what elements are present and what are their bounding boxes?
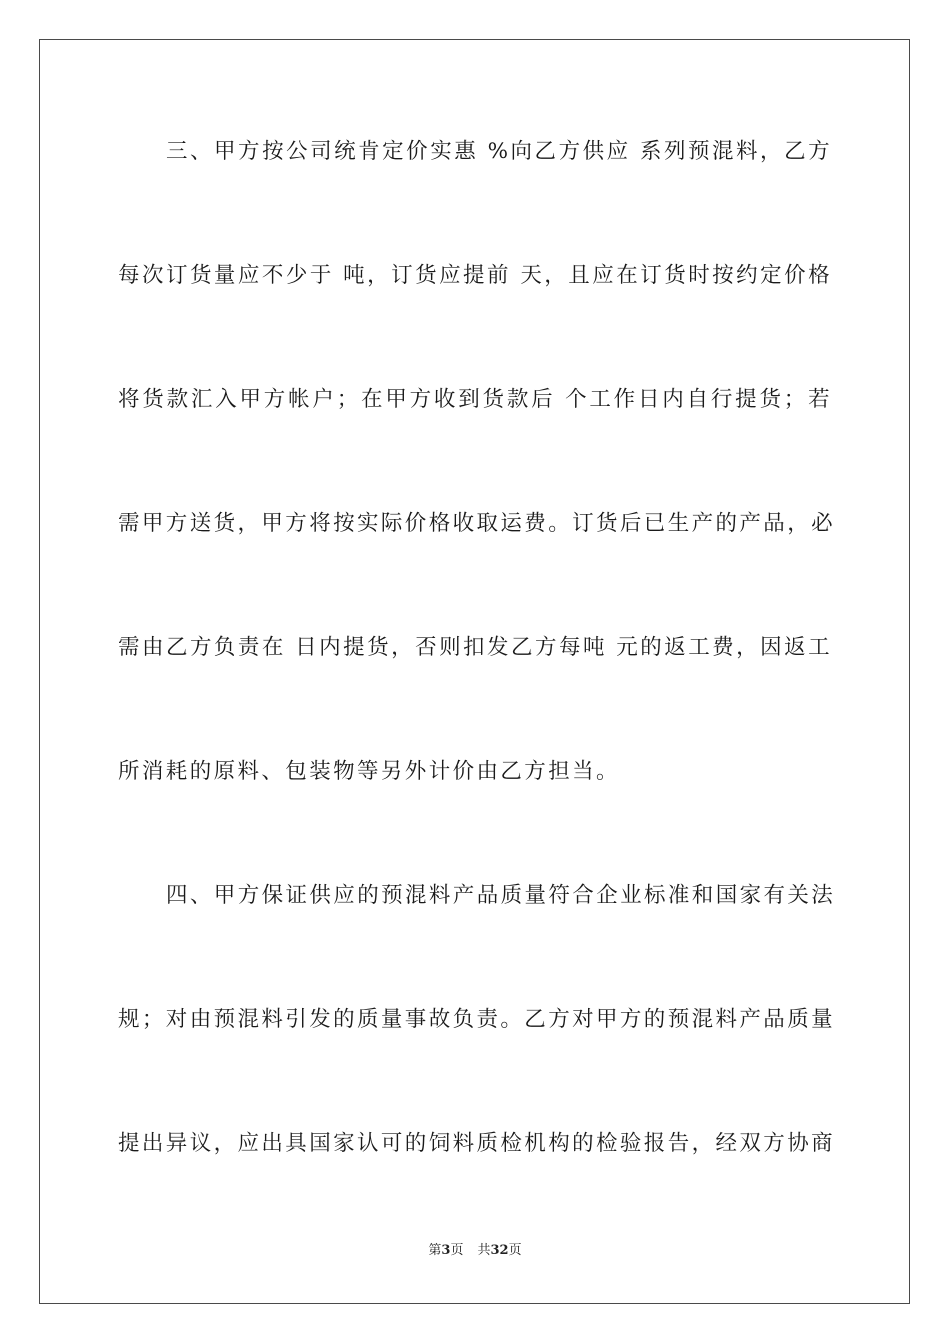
paragraph-line: 所消耗的原料、包装物等另外计价由乙方担当。 bbox=[118, 759, 620, 784]
paragraph-line: 三、甲方按公司统肯定价实惠 %向乙方供应 系列预混料，乙方 bbox=[166, 139, 832, 164]
page-border bbox=[39, 39, 910, 1304]
paragraph-line: 四、甲方保证供应的预混料产品质量符合企业标准和国家有关法 bbox=[166, 883, 836, 908]
total-suffix: 页 bbox=[508, 1243, 522, 1258]
current-page-number: 3 bbox=[441, 1243, 451, 1258]
total-page-count: 32 bbox=[490, 1243, 509, 1258]
total-prefix: 共 bbox=[477, 1243, 491, 1258]
paragraph-line: 需由乙方负责在 日内提货，否则扣发乙方每吨 元的返工费，因返工 bbox=[118, 635, 832, 660]
paragraph-line: 规；对由预混料引发的质量事故负责。乙方对甲方的预混料产品质量 bbox=[118, 1007, 836, 1032]
page-footer bbox=[0, 1242, 950, 1260]
paragraph-line: 每次订货量应不少于 吨，订货应提前 天，且应在订货时按约定价格 bbox=[118, 263, 832, 288]
paragraph-line: 提出异议，应出具国家认可的饲料质检机构的检验报告，经双方协商 bbox=[118, 1131, 836, 1156]
page-prefix: 第 bbox=[428, 1243, 442, 1258]
paragraph-line: 将货款汇入甲方帐户；在甲方收到货款后 个工作日内自行提货；若 bbox=[118, 387, 832, 412]
paragraph-line: 需甲方送货，甲方将按实际价格收取运费。订货后已生产的产品，必 bbox=[118, 511, 836, 536]
page-suffix: 页 bbox=[450, 1243, 464, 1258]
